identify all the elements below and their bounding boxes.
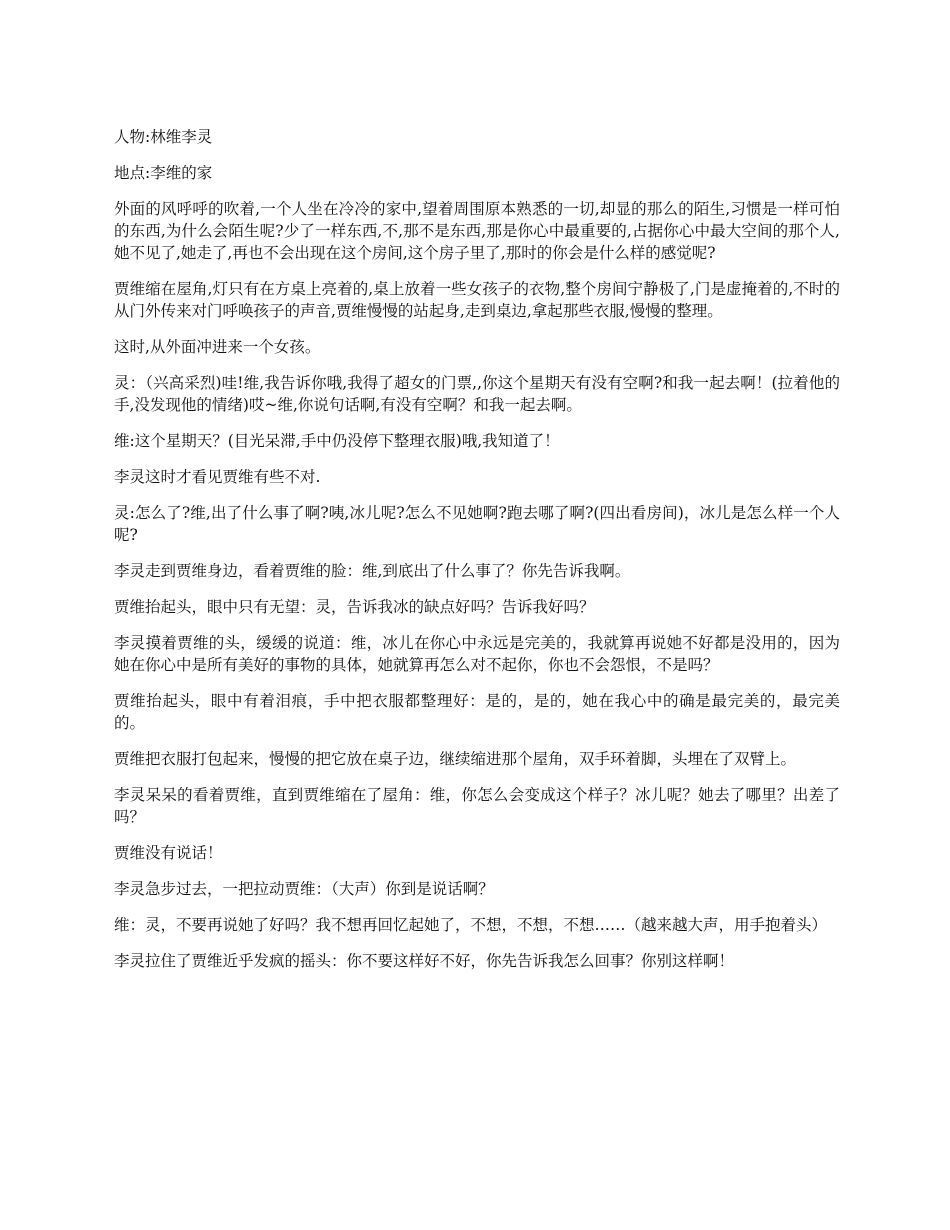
dialogue-line: 灵:怎么了?维,出了什么事了啊?咦,冰儿呢?怎么不见她啊?跑去哪了啊?(四出看房间)，冰儿是怎么样一个人呢?	[114, 504, 840, 544]
dialogue-line: 维:这个星期天？(目光呆滞,手中仍没停下整理衣服)哦,我知道了！	[114, 432, 560, 450]
dialogue-line: 贾维抬起头，眼中有着泪痕，手中把衣服都整理好：是的，是的，她在我心中的确是最完美的，最完美的。	[114, 692, 840, 732]
paragraph: 外面的风呼呼的吹着,一个人坐在冷冷的家中,望着周围原本熟悉的一切,却显的那么的陌生,习惯是一样可怕的东西,为什么会陌生呢?少了一样东西,不,那不是东西,那是你心中最重要的,占据你心中最大空间的那个人,她不见了,她走了,再也不会出现在这个房间,这个房子里了,那时的你会是什么样的感觉呢?	[114, 200, 840, 262]
dialogue-line: 李灵摸着贾维的头，缓缓的说道：维，冰儿在你心中永远是完美的，我就算再说她不好都是没用的，因为她在你心中是所有美好的事物的具体，她就算再怎么对不起你，你也不会怨恨，不是吗？	[114, 634, 840, 674]
character-list: 人物:林维李灵	[114, 128, 213, 146]
paragraph: 这时,从外面冲进来一个女孩。	[114, 338, 321, 356]
dialogue-line: 维：灵，不要再说她了好吗？我不想再回忆起她了，不想，不想，不想……（越来越大声，用手抱着头）	[114, 916, 828, 934]
paragraph: 贾维把衣服打包起来，慢慢的把它放在桌子边，继续缩进那个屋角，双手环着脚，头埋在了双臂上。	[114, 750, 797, 768]
dialogue-line: 李灵拉住了贾维近乎发疯的摇头：你不要这样好不好，你先告诉我怎么回事？你别这样啊！	[114, 952, 735, 970]
paragraph: 贾维缩在屋角,灯只有在方桌上亮着的,桌上放着一些女孩子的衣物,整个房间宁静极了,门是虚掩着的,不时的从门外传来对门呼唤孩子的声音,贾维慢慢的站起身,走到桌边,拿起那些衣服,慢慢的整理。	[114, 280, 840, 320]
dialogue-line: 李灵走到贾维身边，看着贾维的脸：维,到底出了什么事了？你先告诉我啊。	[114, 562, 631, 580]
dialogue-line: 李灵急步过去，一把拉动贾维：（大声）你到是说话啊？	[114, 880, 494, 898]
paragraph: 贾维没有说话！	[114, 844, 223, 862]
dialogue-line: 李灵呆呆的看着贾维，直到贾维缩在了屋角：维，你怎么会变成这个样子？冰儿呢？她去了哪里？出差了吗？	[114, 786, 840, 826]
paragraph: 李灵这时才看见贾维有些不对.	[114, 468, 321, 486]
dialogue-line: 灵：（兴高采烈)哇!维,我告诉你哦,我得了超女的门票,,你这个星期天有没有空啊?和我一起去啊！(拉着他的手,没发现他的情绪)哎~维,你说句话啊,有没有空啊？和我一起去啊。	[114, 374, 840, 414]
document-body	[114, 126, 840, 986]
dialogue-line: 贾维抬起头，眼中只有无望：灵，告诉我冰的缺点好吗？告诉我好吗？	[114, 598, 595, 616]
location-line: 地点:李维的家	[114, 164, 213, 182]
